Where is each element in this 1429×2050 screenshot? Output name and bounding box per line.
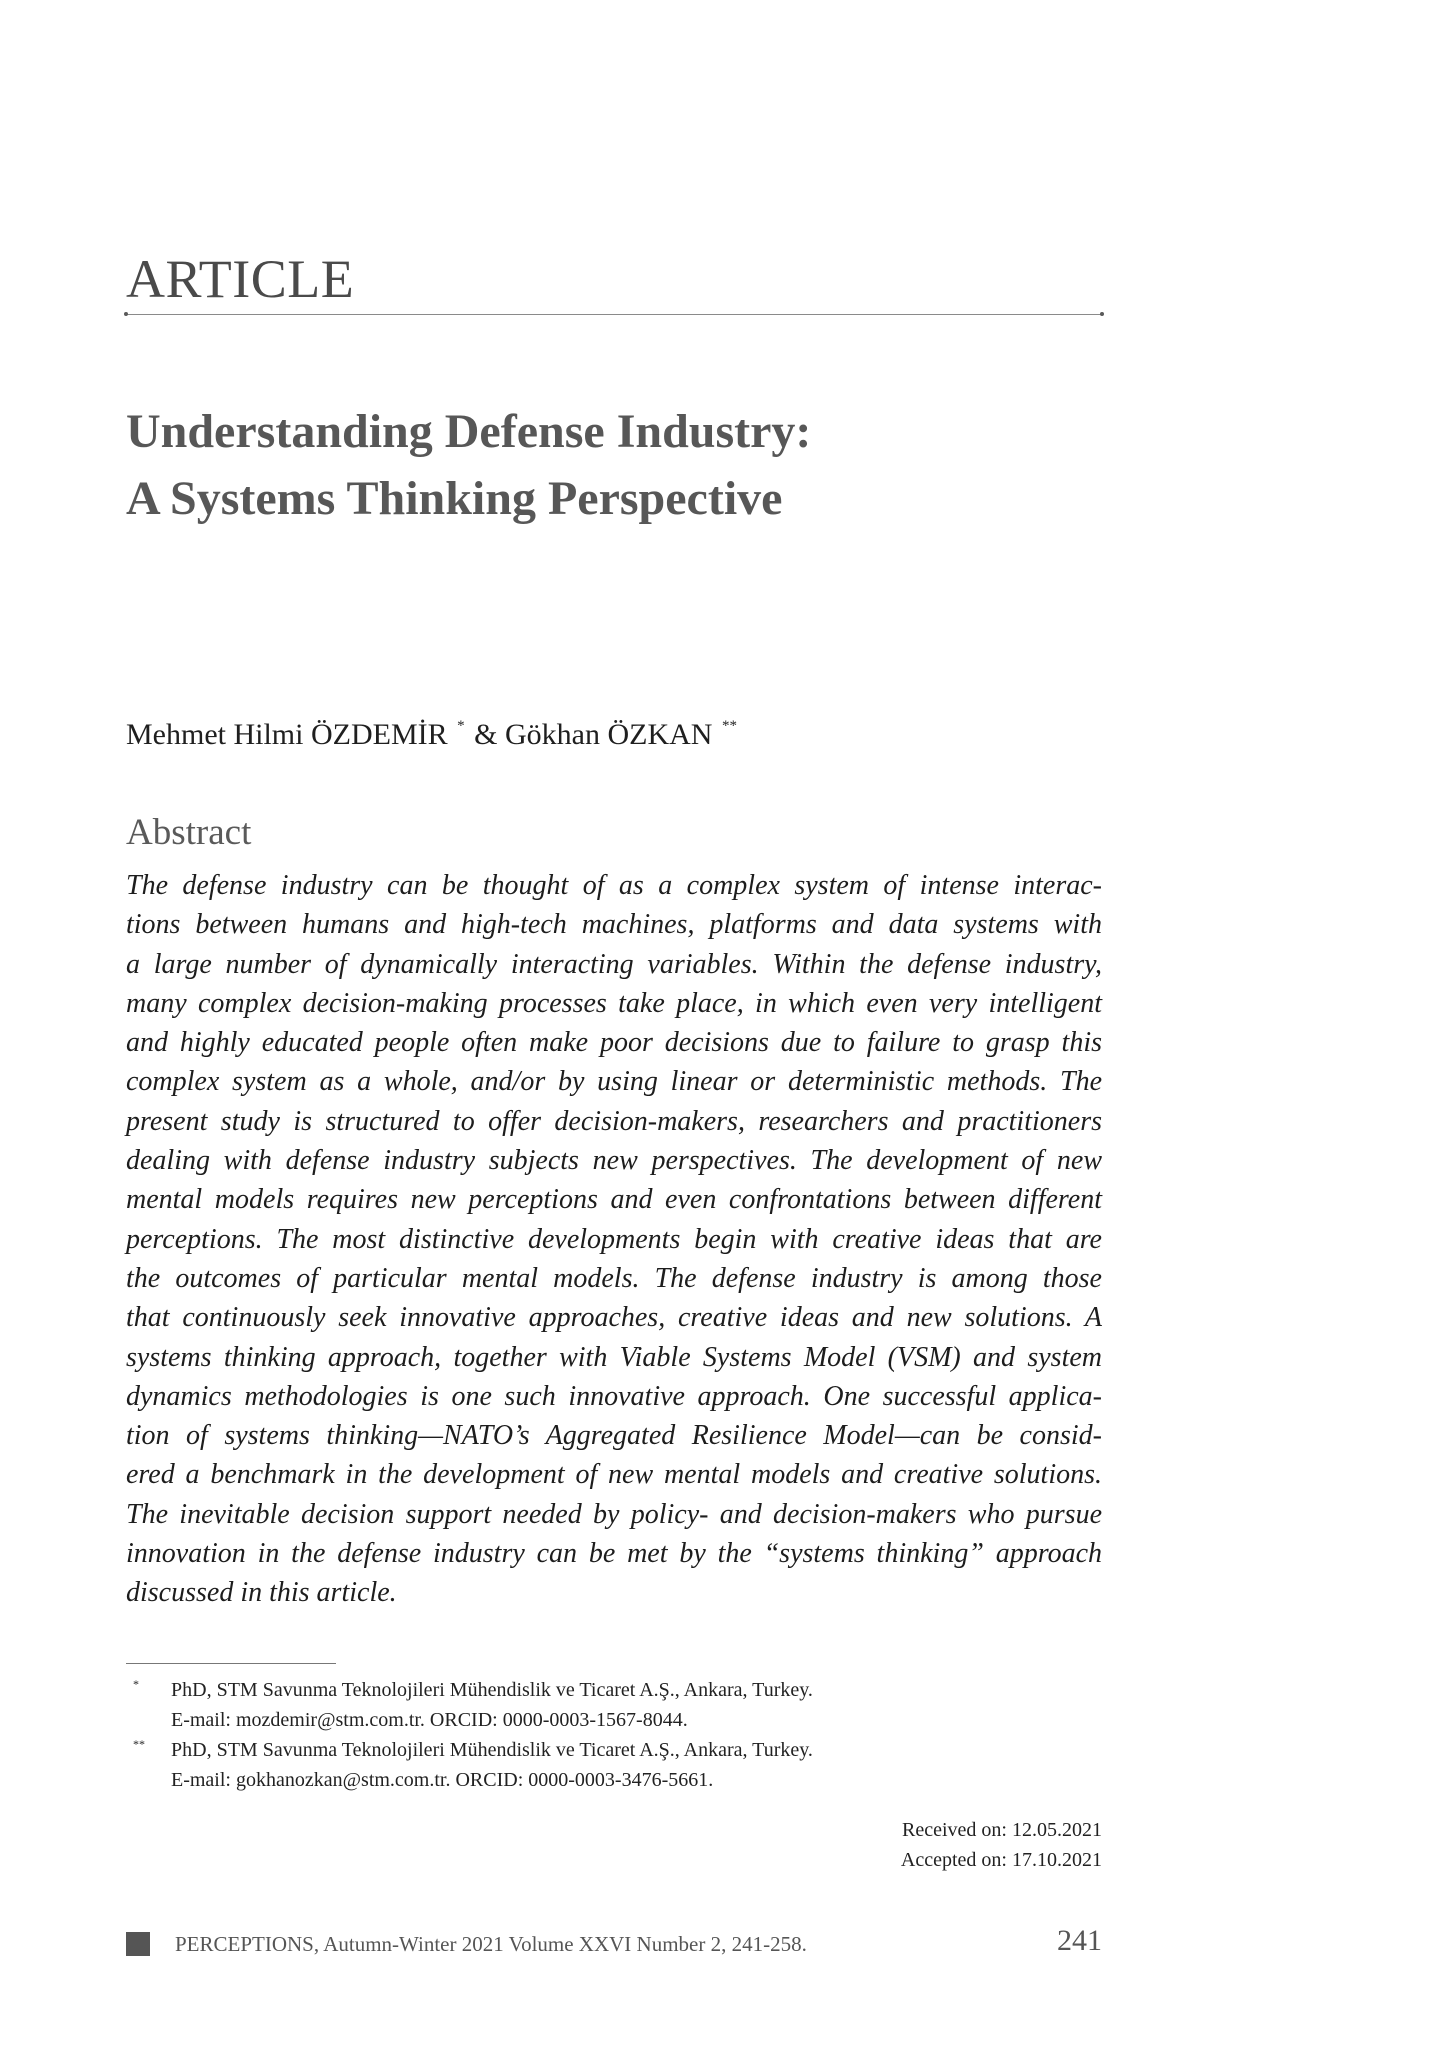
accepted-date: Accepted on: 17.10.2021	[900, 1849, 1102, 1871]
abstract-line: a large number of dynamically interacting variables. Within the defense industry,	[126, 948, 1102, 980]
abstract-line: innovation in the defense industry can be met by the “systems thinking” approach	[126, 1538, 1102, 1570]
author-2: Gökhan ÖZKAN	[504, 718, 713, 751]
footnote-1	[126, 1675, 1102, 1735]
footnote-1-line-2: E-mail: mozdemir@stm.com.tr. ORCID: 0000-0003-1567-8044.	[171, 1709, 688, 1731]
footnote-2-affiliation	[126, 1735, 1102, 1765]
abstract-body	[126, 866, 1102, 1613]
author-2-footnote-mark: **	[721, 718, 737, 734]
abstract-line: The inevitable decision support needed by policy- and decision-makers who pursue	[126, 1498, 1102, 1530]
page-number: 241	[1057, 1924, 1102, 1957]
footnote-2-contact	[126, 1765, 1102, 1795]
author-1: Mehmet Hilmi ÖZDEMİR	[126, 718, 448, 751]
footnote-1-contact	[126, 1705, 1102, 1735]
author-connector: &	[474, 718, 498, 751]
abstract-line: present study is structured to offer decision-makers, researchers and practitioners	[126, 1105, 1102, 1137]
abstract-line: ered a benchmark in the development of new mental models and creative solutions.	[126, 1459, 1102, 1491]
footer-square-mark	[126, 1932, 150, 1956]
abstract-line: perceptions. The most distinctive developments begin with creative ideas that are	[126, 1223, 1102, 1255]
footnote-2-line-1: PhD, STM Savunma Teknolojileri Mühendislik ve Ticaret A.Ş., Ankara, Turkey.	[171, 1739, 813, 1761]
received-date: Received on: 12.05.2021	[902, 1819, 1102, 1841]
abstract-line: tions between humans and high-tech machines, platforms and data systems with	[126, 909, 1102, 941]
authors	[126, 706, 739, 755]
abstract-line: tion of systems thinking—NATO’s Aggregated Resilience Model—can be consid-	[126, 1420, 1102, 1452]
footnotes	[126, 1675, 1102, 1795]
footnote-1-mark: *	[133, 1677, 139, 1691]
footnote-1-affiliation	[126, 1675, 1102, 1705]
abstract-heading: Abstract	[126, 812, 252, 853]
footnote-rule	[126, 1663, 336, 1664]
rule-dot-right	[1100, 312, 1104, 316]
abstract-line: and highly educated people often make poor decisions due to failure to grasp this	[126, 1027, 1102, 1059]
abstract-line: The defense industry can be thought of as a complex system of intense interac-	[126, 870, 1102, 901]
article-title	[126, 398, 1126, 532]
abstract-line: many complex decision-making processes take place, in which even very intelligent	[126, 987, 1102, 1019]
rule-dot-left	[124, 312, 128, 316]
journal-citation: PERCEPTIONS, Autumn-Winter 2021 Volume XXVI Number 2, 241-258.	[175, 1932, 807, 1956]
footnote-1-line-1: PhD, STM Savunma Teknolojileri Mühendislik ve Ticaret A.Ş., Ankara, Turkey.	[171, 1679, 813, 1701]
abstract-line: dynamics methodologies is one such innovative approach. One successful applica-	[126, 1380, 1102, 1412]
abstract-line: systems thinking approach, together with Viable Systems Model (VSM) and system	[126, 1341, 1102, 1373]
abstract-line: the outcomes of particular mental models. The defense industry is among those	[126, 1262, 1102, 1294]
footnote-2	[126, 1735, 1102, 1795]
section-label: ARTICLE	[126, 249, 355, 309]
footnote-2-line-2: E-mail: gokhanozkan@stm.com.tr. ORCID: 0000-0003-3476-5661.	[171, 1769, 714, 1791]
author-1-footnote-mark: *	[457, 718, 465, 734]
abstract-line: mental models requires new perceptions and even confrontations between different	[126, 1184, 1102, 1216]
abstract-line: complex system as a whole, and/or by using linear or deterministic methods. The	[126, 1066, 1102, 1098]
abstract-line: that continuously seek innovative approaches, creative ideas and new solutions. A	[126, 1302, 1102, 1334]
footnote-2-mark: **	[133, 1737, 145, 1751]
submission-dates	[901, 1815, 1102, 1875]
section-rule	[126, 314, 1102, 315]
abstract-line: discussed in this article.	[126, 1577, 397, 1609]
title-line-2: A Systems Thinking Perspective	[126, 472, 783, 525]
abstract-line: dealing with defense industry subjects new perspectives. The development of new	[126, 1145, 1102, 1177]
title-line-1: Understanding Defense Industry:	[126, 405, 812, 458]
